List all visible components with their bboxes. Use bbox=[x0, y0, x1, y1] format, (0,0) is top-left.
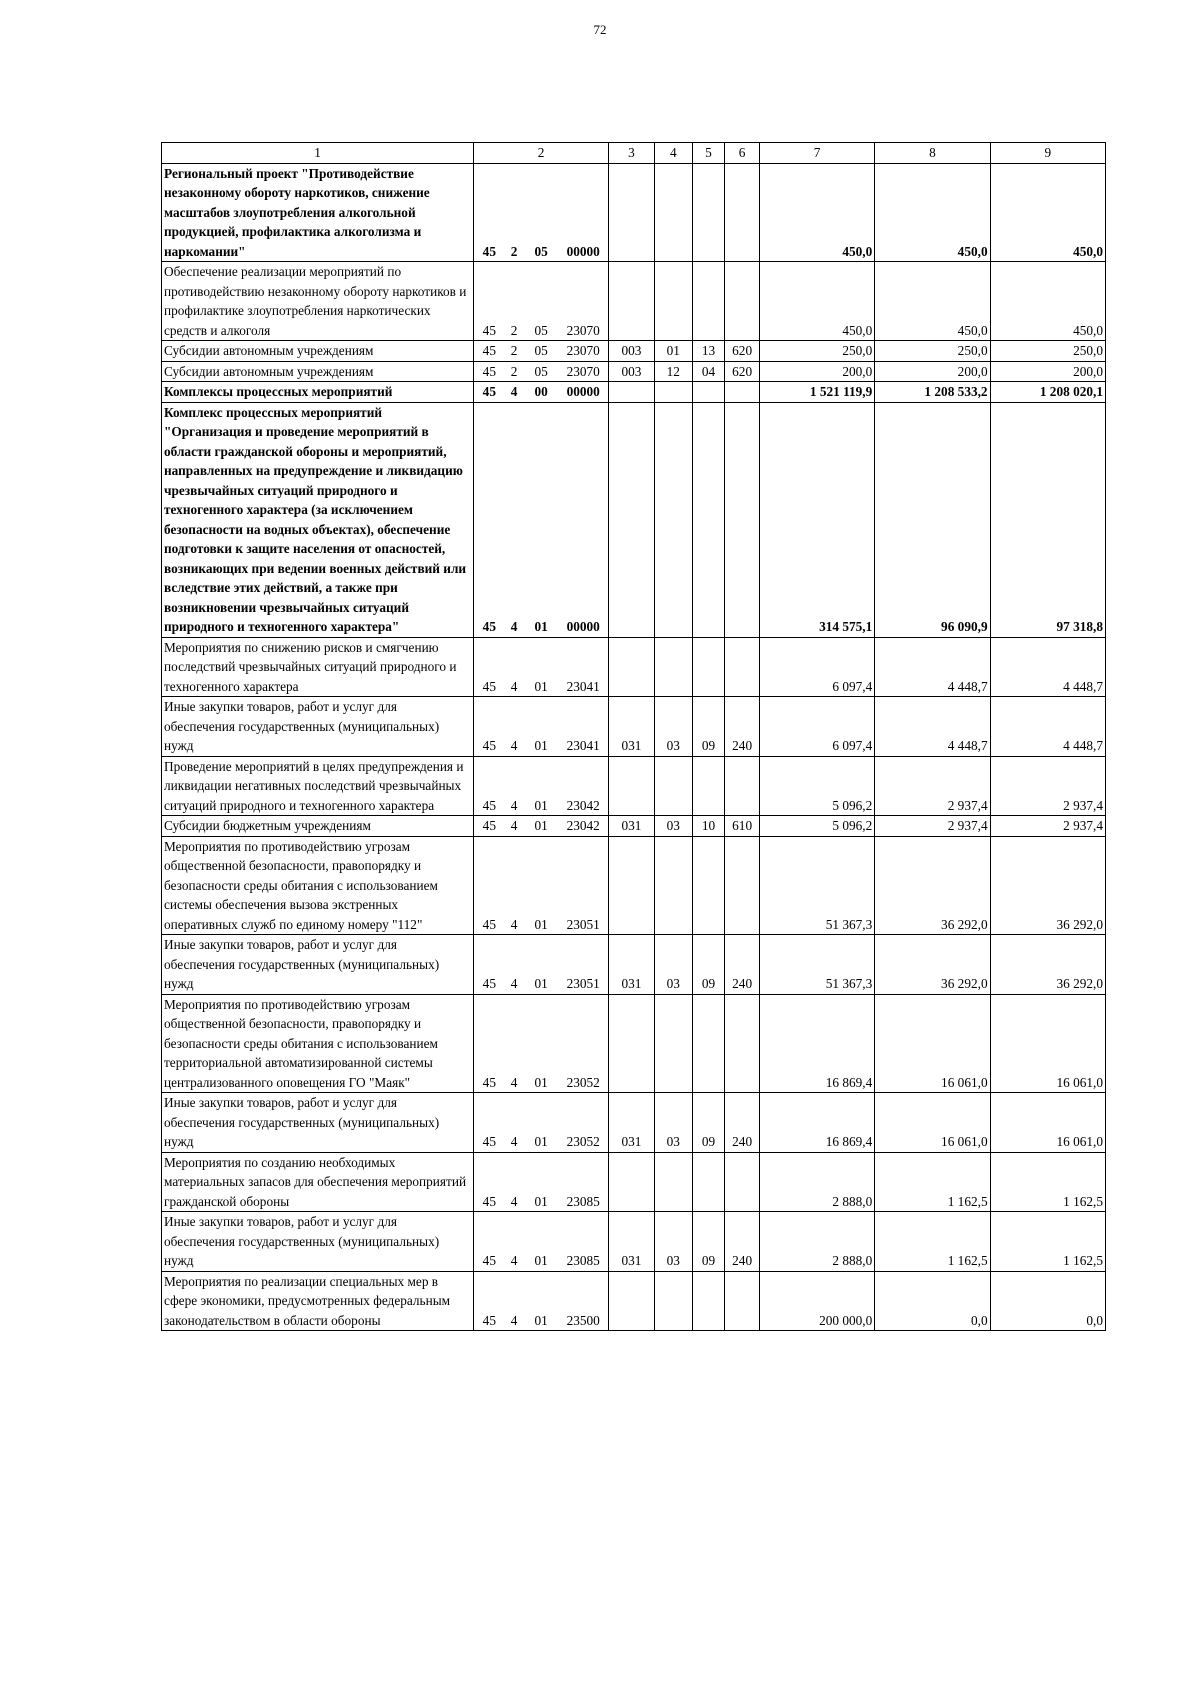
cell-col5 bbox=[692, 402, 725, 637]
cell-col6 bbox=[725, 402, 760, 637]
code-program: 45 bbox=[474, 935, 505, 995]
cell-col3 bbox=[608, 756, 654, 816]
value-col7: 200,0 bbox=[759, 361, 874, 382]
code-subprogram: 2 bbox=[504, 361, 523, 382]
cell-col5 bbox=[692, 756, 725, 816]
cell-col5 bbox=[692, 836, 725, 935]
cell-col4 bbox=[654, 836, 692, 935]
code-direction: 23070 bbox=[558, 262, 608, 341]
value-col8: 16 061,0 bbox=[875, 994, 990, 1093]
value-col9: 2 937,4 bbox=[990, 756, 1105, 816]
value-col8: 1 162,5 bbox=[875, 1212, 990, 1272]
value-col9: 16 061,0 bbox=[990, 1093, 1105, 1153]
table-row bbox=[162, 637, 1106, 697]
cell-col3 bbox=[608, 994, 654, 1093]
code-subprogram: 4 bbox=[504, 1152, 523, 1212]
code-direction: 23085 bbox=[558, 1152, 608, 1212]
code-direction: 23051 bbox=[558, 836, 608, 935]
header-cell: 9 bbox=[990, 143, 1105, 164]
row-name: Мероприятия по снижению рисков и смягчению последствий чрезвычайных ситуаций природного и техногенного характера bbox=[162, 637, 474, 697]
code-subprogram: 4 bbox=[504, 697, 523, 757]
cell-col3 bbox=[608, 1271, 654, 1331]
code-main-event: 05 bbox=[524, 163, 559, 262]
value-col9: 450,0 bbox=[990, 262, 1105, 341]
code-direction: 23500 bbox=[558, 1271, 608, 1331]
cell-col5 bbox=[692, 994, 725, 1093]
row-name: Мероприятия по реализации специальных мер в сфере экономики, предусмотренных федеральным законодательством в области обороны bbox=[162, 1271, 474, 1331]
cell-col6 bbox=[725, 163, 760, 262]
value-col7: 5 096,2 bbox=[759, 756, 874, 816]
cell-col5 bbox=[692, 637, 725, 697]
cell-col6: 620 bbox=[725, 361, 760, 382]
value-col9: 36 292,0 bbox=[990, 935, 1105, 995]
cell-col4 bbox=[654, 756, 692, 816]
cell-col3: 031 bbox=[608, 1093, 654, 1153]
table-row bbox=[162, 697, 1106, 757]
row-name: Мероприятия по созданию необходимых материальных запасов для обеспечения мероприятий гражданской обороны bbox=[162, 1152, 474, 1212]
row-name: Мероприятия по противодействию угрозам общественной безопасности, правопорядку и безопасности среды обитания с использованием территориальной автоматизированной системы централизованного оповещения ГО "Маяк" bbox=[162, 994, 474, 1093]
value-col7: 250,0 bbox=[759, 341, 874, 362]
code-program: 45 bbox=[474, 1271, 505, 1331]
value-col9: 16 061,0 bbox=[990, 994, 1105, 1093]
cell-col6 bbox=[725, 382, 760, 403]
header-cell: 1 bbox=[162, 143, 474, 164]
cell-col5 bbox=[692, 382, 725, 403]
value-col7: 51 367,3 bbox=[759, 935, 874, 995]
header-cell: 6 bbox=[725, 143, 760, 164]
code-program: 45 bbox=[474, 262, 505, 341]
code-subprogram: 4 bbox=[504, 1212, 523, 1272]
value-col7: 450,0 bbox=[759, 262, 874, 341]
header-cell: 2 bbox=[474, 143, 609, 164]
code-direction: 23042 bbox=[558, 756, 608, 816]
cell-col6: 620 bbox=[725, 341, 760, 362]
cell-col5: 04 bbox=[692, 361, 725, 382]
code-subprogram: 4 bbox=[504, 816, 523, 837]
code-direction: 00000 bbox=[558, 402, 608, 637]
code-main-event: 01 bbox=[524, 1271, 559, 1331]
code-main-event: 01 bbox=[524, 697, 559, 757]
cell-col6 bbox=[725, 1152, 760, 1212]
cell-col5: 10 bbox=[692, 816, 725, 837]
code-program: 45 bbox=[474, 637, 505, 697]
value-col7: 16 869,4 bbox=[759, 994, 874, 1093]
cell-col5 bbox=[692, 1152, 725, 1212]
code-subprogram: 4 bbox=[504, 836, 523, 935]
cell-col5: 09 bbox=[692, 1212, 725, 1272]
row-name: Мероприятия по противодействию угрозам общественной безопасности, правопорядку и безопасности среды обитания с использованием системы обеспечения вызова экстренных оперативных служб по единому номеру "112" bbox=[162, 836, 474, 935]
code-program: 45 bbox=[474, 402, 505, 637]
code-subprogram: 4 bbox=[504, 382, 523, 403]
table-row bbox=[162, 836, 1106, 935]
code-main-event: 01 bbox=[524, 402, 559, 637]
row-name: Иные закупки товаров, работ и услуг для обеспечения государственных (муниципальных) нужд bbox=[162, 1212, 474, 1272]
code-direction: 00000 bbox=[558, 382, 608, 403]
code-program: 45 bbox=[474, 382, 505, 403]
code-subprogram: 4 bbox=[504, 1093, 523, 1153]
table-row bbox=[162, 1152, 1106, 1212]
cell-col4 bbox=[654, 1152, 692, 1212]
cell-col6 bbox=[725, 1271, 760, 1331]
value-col7: 51 367,3 bbox=[759, 836, 874, 935]
code-main-event: 01 bbox=[524, 1093, 559, 1153]
cell-col6: 240 bbox=[725, 697, 760, 757]
table-row bbox=[162, 1093, 1106, 1153]
cell-col4: 12 bbox=[654, 361, 692, 382]
code-program: 45 bbox=[474, 361, 505, 382]
value-col7: 2 888,0 bbox=[759, 1152, 874, 1212]
cell-col3 bbox=[608, 836, 654, 935]
code-direction: 23052 bbox=[558, 994, 608, 1093]
row-name: Иные закупки товаров, работ и услуг для обеспечения государственных (муниципальных) нужд bbox=[162, 935, 474, 995]
table-row bbox=[162, 994, 1106, 1093]
code-program: 45 bbox=[474, 756, 505, 816]
code-program: 45 bbox=[474, 341, 505, 362]
cell-col4 bbox=[654, 382, 692, 403]
cell-col3: 003 bbox=[608, 361, 654, 382]
cell-col4 bbox=[654, 163, 692, 262]
row-name: Проведение мероприятий в целях предупреждения и ликвидации негативных последствий чрезвычайных ситуаций природного и техногенного характера bbox=[162, 756, 474, 816]
cell-col4: 03 bbox=[654, 697, 692, 757]
value-col9: 1 162,5 bbox=[990, 1152, 1105, 1212]
code-program: 45 bbox=[474, 994, 505, 1093]
cell-col3: 031 bbox=[608, 935, 654, 995]
value-col9: 450,0 bbox=[990, 163, 1105, 262]
row-name: Иные закупки товаров, работ и услуг для обеспечения государственных (муниципальных) нужд bbox=[162, 697, 474, 757]
cell-col5 bbox=[692, 262, 725, 341]
row-name: Субсидии бюджетным учреждениям bbox=[162, 816, 474, 837]
row-name: Иные закупки товаров, работ и услуг для обеспечения государственных (муниципальных) нужд bbox=[162, 1093, 474, 1153]
cell-col6 bbox=[725, 262, 760, 341]
code-subprogram: 4 bbox=[504, 402, 523, 637]
code-direction: 23042 bbox=[558, 816, 608, 837]
value-col8: 36 292,0 bbox=[875, 935, 990, 995]
value-col9: 1 162,5 bbox=[990, 1212, 1105, 1272]
code-direction: 23051 bbox=[558, 935, 608, 995]
cell-col3: 031 bbox=[608, 816, 654, 837]
code-program: 45 bbox=[474, 163, 505, 262]
cell-col6 bbox=[725, 836, 760, 935]
table-row bbox=[162, 756, 1106, 816]
cell-col5 bbox=[692, 1271, 725, 1331]
code-main-event: 05 bbox=[524, 361, 559, 382]
code-main-event: 01 bbox=[524, 756, 559, 816]
code-main-event: 01 bbox=[524, 935, 559, 995]
header-cell: 4 bbox=[654, 143, 692, 164]
value-col9: 0,0 bbox=[990, 1271, 1105, 1331]
cell-col4: 03 bbox=[654, 1093, 692, 1153]
code-program: 45 bbox=[474, 836, 505, 935]
cell-col6 bbox=[725, 756, 760, 816]
value-col9: 2 937,4 bbox=[990, 816, 1105, 837]
value-col7: 450,0 bbox=[759, 163, 874, 262]
value-col8: 4 448,7 bbox=[875, 697, 990, 757]
cell-col3 bbox=[608, 382, 654, 403]
value-col9: 250,0 bbox=[990, 341, 1105, 362]
cell-col3 bbox=[608, 262, 654, 341]
cell-col3: 031 bbox=[608, 697, 654, 757]
value-col8: 2 937,4 bbox=[875, 756, 990, 816]
code-direction: 23085 bbox=[558, 1212, 608, 1272]
code-main-event: 05 bbox=[524, 341, 559, 362]
cell-col3 bbox=[608, 1152, 654, 1212]
code-subprogram: 4 bbox=[504, 935, 523, 995]
value-col8: 250,0 bbox=[875, 341, 990, 362]
table-row bbox=[162, 935, 1106, 995]
row-name: Обеспечение реализации мероприятий по противодействию незаконному обороту наркотиков и профилактике злоупотребления наркотических средств и алкоголя bbox=[162, 262, 474, 341]
cell-col5 bbox=[692, 163, 725, 262]
cell-col3: 031 bbox=[608, 1212, 654, 1272]
code-subprogram: 2 bbox=[504, 163, 523, 262]
header-cell: 3 bbox=[608, 143, 654, 164]
cell-col4 bbox=[654, 994, 692, 1093]
code-main-event: 01 bbox=[524, 1212, 559, 1272]
code-main-event: 00 bbox=[524, 382, 559, 403]
value-col8: 16 061,0 bbox=[875, 1093, 990, 1153]
code-main-event: 05 bbox=[524, 262, 559, 341]
page-number: 72 bbox=[593, 22, 607, 37]
code-program: 45 bbox=[474, 697, 505, 757]
value-col8: 0,0 bbox=[875, 1271, 990, 1331]
code-main-event: 01 bbox=[524, 994, 559, 1093]
row-name: Комплекс процессных мероприятий "Организация и проведение мероприятий в области гражданской обороны и мероприятий, направленных на предупреждение и ликвидацию чрезвычайных ситуаций природного и техногенного характера (за исключением безопасности на водных объектах), обеспечение подготовки к защите населения от опасностей, возникающих при ведении военных действий или вследствие этих действий, а также при возникновении чрезвычайных ситуаций природного и техногенного характера" bbox=[162, 402, 474, 637]
code-program: 45 bbox=[474, 1152, 505, 1212]
cell-col4: 03 bbox=[654, 816, 692, 837]
code-subprogram: 4 bbox=[504, 994, 523, 1093]
cell-col6: 240 bbox=[725, 935, 760, 995]
header-cell: 8 bbox=[875, 143, 990, 164]
header-cell: 5 bbox=[692, 143, 725, 164]
value-col9: 4 448,7 bbox=[990, 637, 1105, 697]
table-row bbox=[162, 1212, 1106, 1272]
code-direction: 23041 bbox=[558, 697, 608, 757]
value-col8: 200,0 bbox=[875, 361, 990, 382]
value-col8: 96 090,9 bbox=[875, 402, 990, 637]
code-direction: 00000 bbox=[558, 163, 608, 262]
table-body bbox=[162, 143, 1106, 1331]
header-row bbox=[162, 143, 1106, 164]
row-name: Субсидии автономным учреждениям bbox=[162, 341, 474, 362]
value-col7: 200 000,0 bbox=[759, 1271, 874, 1331]
table-row bbox=[162, 262, 1106, 341]
value-col7: 5 096,2 bbox=[759, 816, 874, 837]
code-subprogram: 4 bbox=[504, 637, 523, 697]
cell-col5: 13 bbox=[692, 341, 725, 362]
cell-col5: 09 bbox=[692, 697, 725, 757]
code-program: 45 bbox=[474, 1093, 505, 1153]
table-row bbox=[162, 816, 1106, 837]
cell-col6: 610 bbox=[725, 816, 760, 837]
code-direction: 23052 bbox=[558, 1093, 608, 1153]
value-col7: 6 097,4 bbox=[759, 697, 874, 757]
row-name: Комплексы процессных мероприятий bbox=[162, 382, 474, 403]
value-col7: 314 575,1 bbox=[759, 402, 874, 637]
code-subprogram: 4 bbox=[504, 1271, 523, 1331]
value-col8: 36 292,0 bbox=[875, 836, 990, 935]
table-row bbox=[162, 402, 1106, 637]
cell-col4 bbox=[654, 262, 692, 341]
code-direction: 23070 bbox=[558, 341, 608, 362]
code-main-event: 01 bbox=[524, 1152, 559, 1212]
value-col7: 16 869,4 bbox=[759, 1093, 874, 1153]
code-main-event: 01 bbox=[524, 637, 559, 697]
header-cell: 7 bbox=[759, 143, 874, 164]
value-col9: 4 448,7 bbox=[990, 697, 1105, 757]
code-main-event: 01 bbox=[524, 816, 559, 837]
row-name: Региональный проект "Противодействие незаконному обороту наркотиков, снижение масштабов злоупотребления алкогольной продукцией, профилактика алкоголизма и наркомании" bbox=[162, 163, 474, 262]
value-col7: 6 097,4 bbox=[759, 637, 874, 697]
cell-col4 bbox=[654, 402, 692, 637]
code-subprogram: 4 bbox=[504, 756, 523, 816]
cell-col6 bbox=[725, 637, 760, 697]
value-col9: 97 318,8 bbox=[990, 402, 1105, 637]
cell-col4: 01 bbox=[654, 341, 692, 362]
table-row bbox=[162, 361, 1106, 382]
row-name: Субсидии автономным учреждениям bbox=[162, 361, 474, 382]
cell-col4 bbox=[654, 1271, 692, 1331]
value-col8: 1 208 533,2 bbox=[875, 382, 990, 403]
value-col8: 450,0 bbox=[875, 262, 990, 341]
cell-col5: 09 bbox=[692, 1093, 725, 1153]
value-col9: 36 292,0 bbox=[990, 836, 1105, 935]
table-row bbox=[162, 163, 1106, 262]
value-col8: 450,0 bbox=[875, 163, 990, 262]
cell-col3 bbox=[608, 402, 654, 637]
cell-col3: 003 bbox=[608, 341, 654, 362]
budget-table bbox=[161, 142, 1106, 1331]
code-program: 45 bbox=[474, 816, 505, 837]
table-row bbox=[162, 382, 1106, 403]
code-program: 45 bbox=[474, 1212, 505, 1272]
value-col7: 2 888,0 bbox=[759, 1212, 874, 1272]
cell-col5: 09 bbox=[692, 935, 725, 995]
cell-col4 bbox=[654, 637, 692, 697]
cell-col4: 03 bbox=[654, 1212, 692, 1272]
value-col8: 4 448,7 bbox=[875, 637, 990, 697]
code-subprogram: 2 bbox=[504, 341, 523, 362]
code-direction: 23070 bbox=[558, 361, 608, 382]
code-main-event: 01 bbox=[524, 836, 559, 935]
cell-col6: 240 bbox=[725, 1093, 760, 1153]
cell-col4: 03 bbox=[654, 935, 692, 995]
table-row bbox=[162, 1271, 1106, 1331]
value-col9: 200,0 bbox=[990, 361, 1105, 382]
cell-col3 bbox=[608, 163, 654, 262]
cell-col3 bbox=[608, 637, 654, 697]
code-direction: 23041 bbox=[558, 637, 608, 697]
value-col9: 1 208 020,1 bbox=[990, 382, 1105, 403]
cell-col6 bbox=[725, 994, 760, 1093]
code-subprogram: 2 bbox=[504, 262, 523, 341]
cell-col6: 240 bbox=[725, 1212, 760, 1272]
table-row bbox=[162, 341, 1106, 362]
value-col7: 1 521 119,9 bbox=[759, 382, 874, 403]
value-col8: 1 162,5 bbox=[875, 1152, 990, 1212]
value-col8: 2 937,4 bbox=[875, 816, 990, 837]
